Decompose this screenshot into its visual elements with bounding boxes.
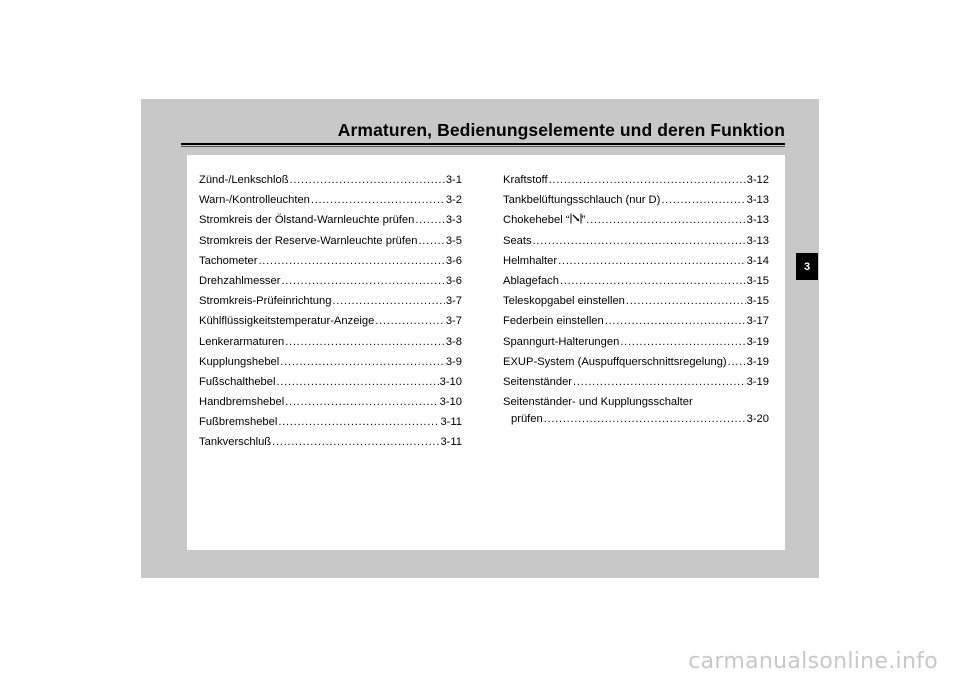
toc-entry-page: 3-8 <box>445 335 462 348</box>
toc-entry-title: Kraftstoff <box>503 174 548 186</box>
toc-entry-title: Seitenständer <box>503 375 573 388</box>
toc-entry-page: 3-13 <box>746 194 769 207</box>
toc-left-column <box>199 170 462 453</box>
toc-leader-dots <box>375 311 444 331</box>
title-underline-thin <box>181 146 785 147</box>
toc-entry[interactable] <box>199 251 462 271</box>
toc-entry-title: Federbein einstellen <box>503 315 604 328</box>
toc-entry-page: 3-20 <box>746 413 769 426</box>
toc-entry-page: 3-15 <box>746 295 769 308</box>
toc-entry-title-continued: prüfen <box>511 413 543 426</box>
toc-entry-title: Teleskopgabel einstellen <box>503 295 625 308</box>
toc-entry[interactable] <box>199 332 462 352</box>
toc-entry-page: 3-5 <box>445 234 462 247</box>
toc-leader-dots <box>620 332 745 352</box>
toc-entry[interactable] <box>503 311 769 331</box>
toc-entry-title <box>503 210 585 230</box>
toc-entry[interactable] <box>199 432 462 452</box>
choke-suffix: ” <box>581 214 586 227</box>
toc-entry-page: 3-14 <box>746 254 769 267</box>
toc-entry-page: 3-13 <box>746 234 769 247</box>
toc-entry-title: Lenkerarmaturen <box>199 335 285 348</box>
toc-leader-dots <box>290 170 445 190</box>
toc-leader-dots <box>728 352 746 372</box>
toc-entry-page: 3-15 <box>746 274 769 287</box>
toc-entry[interactable] <box>503 352 769 372</box>
toc-right-column <box>503 170 769 429</box>
toc-entry-page: 3-9 <box>445 355 462 368</box>
toc-leader-dots <box>586 210 745 230</box>
toc-leader-dots <box>573 372 746 392</box>
toc-entry-title: Zünd-/Lenkschloß <box>199 174 289 186</box>
toc-leader-dots <box>281 271 444 291</box>
toc-entry[interactable] <box>199 352 462 372</box>
toc-leader-dots <box>415 210 444 230</box>
toc-leader-dots <box>280 352 445 372</box>
toc-entry-title: Helmhalter <box>503 254 558 267</box>
toc-entry-title: Seats <box>503 234 532 247</box>
toc-leader-dots <box>258 251 444 271</box>
toc-entry-page: 3-3 <box>445 214 462 227</box>
toc-entry-page: 3-13 <box>746 214 769 227</box>
toc-entry[interactable] <box>199 231 462 251</box>
watermark: carmanualsonline.info <box>688 649 938 674</box>
toc-entry[interactable] <box>199 291 462 311</box>
toc-leader-dots <box>558 251 746 271</box>
toc-entry-page: 3-17 <box>746 315 769 328</box>
toc-leader-dots <box>311 190 445 210</box>
toc-entry-title: Fußbremshebel <box>199 416 278 429</box>
toc-entry-title: Warn-/Kontrolleuchten <box>199 194 310 207</box>
toc-entry[interactable] <box>503 210 769 230</box>
chapter-tab[interactable]: 3 <box>796 253 818 280</box>
manual-page <box>141 99 819 578</box>
toc-entry[interactable] <box>199 190 462 210</box>
toc-entry-page: 3-7 <box>445 295 462 308</box>
toc-entry-title: Stromkreis der Ölstand-Warnleuchte prüfen <box>199 214 415 227</box>
toc-entry-title: Drehzahlmesser <box>199 274 281 287</box>
toc-entry-page: 3-19 <box>746 355 769 368</box>
toc-leader-dots <box>533 231 746 251</box>
toc-entry[interactable] <box>199 372 462 392</box>
toc-entry-page: 3-19 <box>746 335 769 348</box>
toc-entry[interactable] <box>503 372 769 392</box>
toc-leader-dots <box>285 392 438 412</box>
toc-entry-page: 3-6 <box>445 254 462 267</box>
toc-entry-page: 3-10 <box>439 375 462 388</box>
toc-entry-page: 3-6 <box>445 274 462 287</box>
toc-entry[interactable] <box>503 170 769 190</box>
toc-entry-page: 3-7 <box>445 315 462 328</box>
toc-entry-title: Kupplungshebel <box>199 355 280 368</box>
toc-entry[interactable] <box>503 190 769 210</box>
toc-entry-title: Stromkreis-Prüfeinrichtung <box>199 295 332 308</box>
toc-entry-page: 3-2 <box>445 194 462 207</box>
toc-entry[interactable] <box>199 271 462 291</box>
toc-entry[interactable] <box>503 291 769 311</box>
chapter-title: Armaturen, Bedienungselemente und deren Funktion <box>337 120 785 140</box>
toc-entry-continuation[interactable] <box>503 412 769 429</box>
toc-leader-dots <box>560 271 746 291</box>
toc-panel <box>187 155 785 550</box>
toc-entry[interactable] <box>503 231 769 251</box>
choke-prefix: Chokehebel “ <box>503 214 570 227</box>
choke-symbol-icon <box>570 211 582 222</box>
toc-entry[interactable] <box>199 210 462 230</box>
toc-leader-dots <box>626 291 746 311</box>
toc-entry[interactable] <box>199 311 462 331</box>
toc-leader-dots <box>332 291 444 311</box>
toc-leader-dots <box>605 311 746 331</box>
toc-entry[interactable] <box>503 332 769 352</box>
toc-entry-title: EXUP-System (Auspuffquerschnittsregelung) <box>503 355 727 368</box>
toc-leader-dots <box>285 332 445 352</box>
toc-entry-title: Ablagefach <box>503 274 559 287</box>
title-underline <box>181 143 785 145</box>
toc-entry-title: Fußschalthebel <box>199 375 276 388</box>
toc-entry-title: Spanngurt-Halterungen <box>503 335 620 348</box>
toc-leader-dots <box>272 432 439 452</box>
toc-entry-page: 3-11 <box>440 436 462 449</box>
toc-entry-title: Kühlflüssigkeitstemperatur-Anzeige <box>199 315 375 328</box>
toc-entry-title: Stromkreis der Reserve-Warnleuchte prüfen <box>199 234 418 247</box>
toc-entry[interactable] <box>503 271 769 291</box>
toc-leader-dots <box>549 170 746 190</box>
toc-entry-page: 3-19 <box>746 375 769 388</box>
toc-entry-title-multiline[interactable]: Seitenständer- und Kupplungsschalter <box>503 396 693 409</box>
toc-entry-page: 3-12 <box>746 174 769 186</box>
toc-entry-title: Tachometer <box>199 254 258 267</box>
toc-entry-page: 3-10 <box>439 396 462 409</box>
toc-entry-page: 3-1 <box>445 174 462 186</box>
toc-leader-dots <box>661 190 745 210</box>
toc-leader-dots <box>277 372 439 392</box>
toc-leader-dots <box>544 412 746 426</box>
toc-entry-title: Tankbelüftungsschlauch (nur D) <box>503 194 661 207</box>
toc-entry[interactable] <box>503 251 769 271</box>
toc-entry-page: 3-11 <box>440 416 462 429</box>
toc-leader-dots <box>278 412 439 432</box>
toc-entry[interactable] <box>199 392 462 412</box>
toc-entry-title: Tankverschluß <box>199 436 272 449</box>
toc-leader-dots <box>418 231 444 251</box>
toc-entry-title: Handbremshebel <box>199 396 285 409</box>
toc-entry[interactable] <box>199 412 462 432</box>
toc-entry[interactable] <box>199 170 462 190</box>
